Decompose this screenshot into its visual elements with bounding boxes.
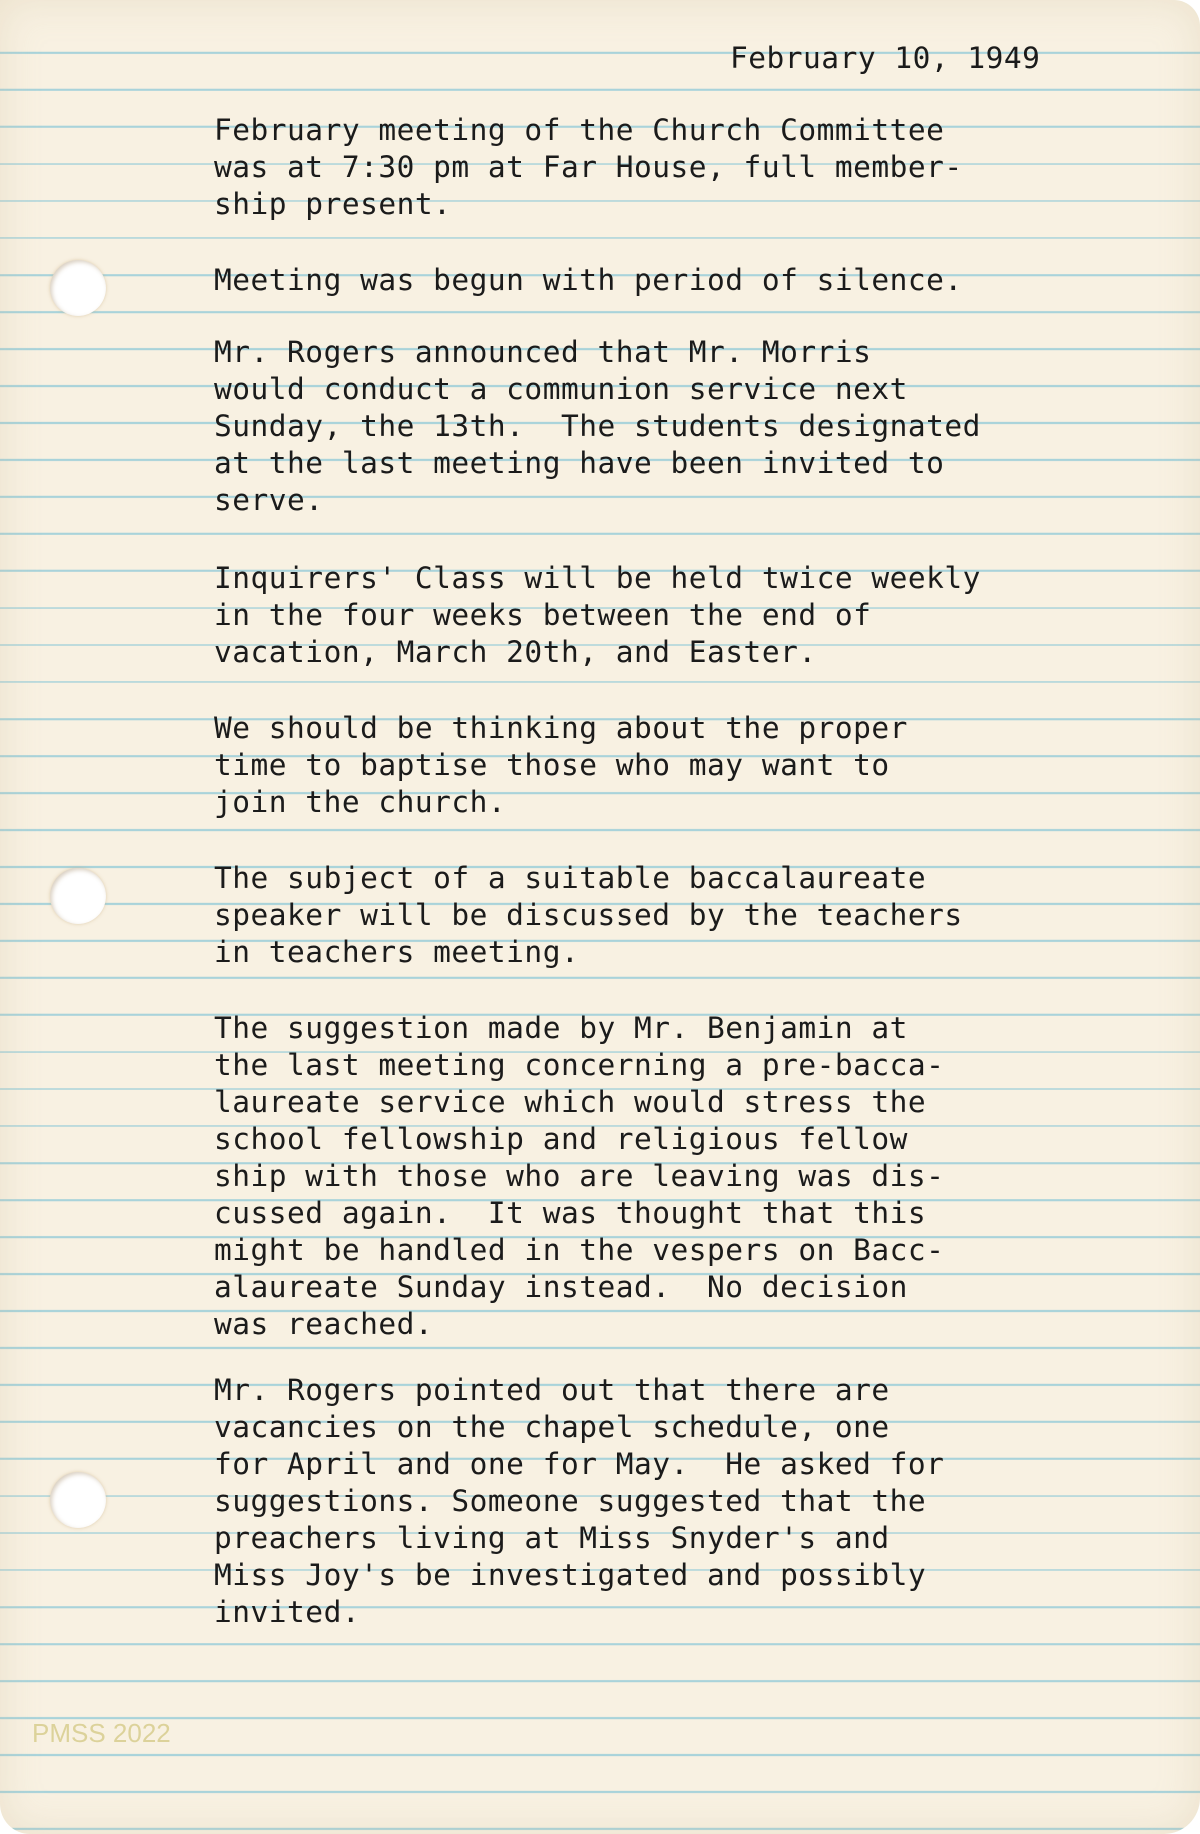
document-date: February 10, 1949 [730, 41, 1041, 75]
paragraph-baccalaureate-speaker: The subject of a suitable baccalaureate speaker will be discussed by the teachers in teachers meeting. [214, 861, 963, 969]
paragraph-chapel-vacancies: Mr. Rogers pointed out that there are vacancies on the chapel schedule, one for April and one for May. He asked for suggestions. Someone suggested that the preachers living at Miss Snyder's and Miss Joy's be investigated and possibly invited. [214, 1373, 945, 1629]
paragraph-communion: Mr. Rogers announced that Mr. Morris would conduct a communion service next Sunday, the 13th. The students designated at the last meeting have been invited to serve. [214, 335, 981, 517]
paragraph-inquirers-class: Inquirers' Class will be held twice weekly in the four weeks between the end of vacation, March 20th, and Easter. [214, 561, 981, 669]
paragraph-baptism: We should be thinking about the proper time to baptise those who may want to join the church. [214, 711, 908, 819]
paragraph-pre-baccalaureate: The suggestion made by Mr. Benjamin at the last meeting concerning a pre-bacca- laureate service which would stress the school fellowship and religious fellow ship with those who are leaving was dis- cussed again. It was thought that this might be handled in the vespers on Bacc- alaureate Sunday instead. No decision was reached. [214, 1011, 945, 1341]
punch-hole-middle [50, 868, 106, 924]
archive-watermark: PMSS 2022 [32, 1718, 171, 1748]
punch-hole-bottom [50, 1472, 106, 1528]
paragraph-silence: Meeting was begun with period of silence. [214, 263, 963, 297]
paragraph-meeting-info: February meeting of the Church Committee was at 7:30 pm at Far House, full member- ship present. [214, 113, 963, 221]
punch-hole-top [50, 260, 106, 316]
